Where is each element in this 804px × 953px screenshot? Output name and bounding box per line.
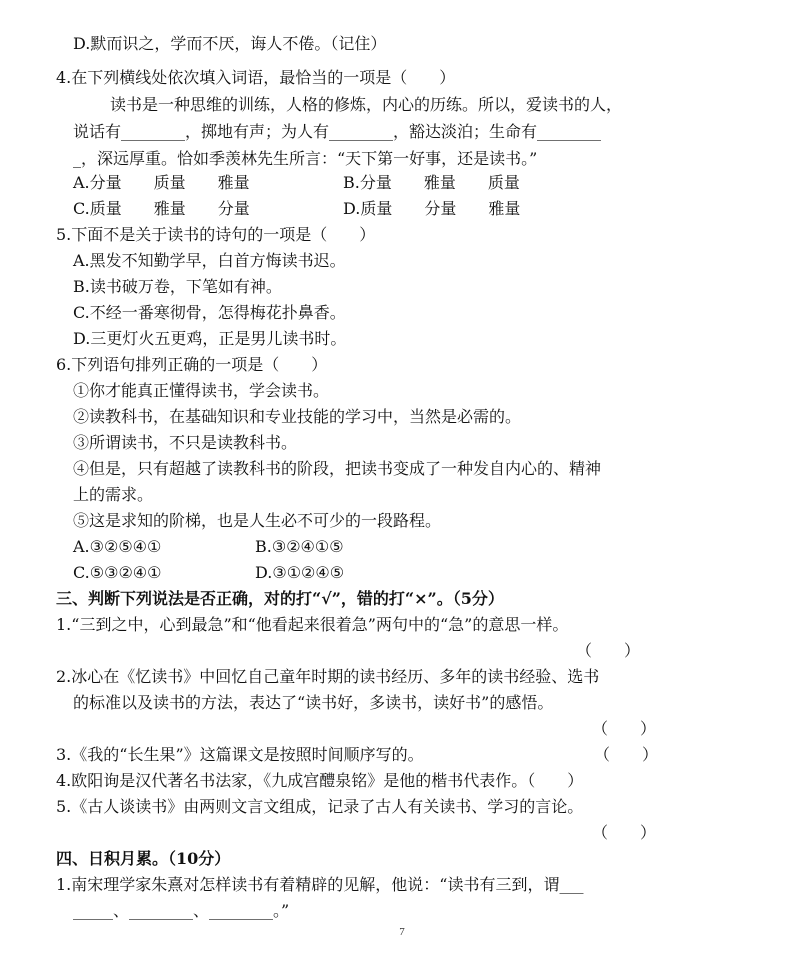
question-4-passage-line-3: _，深远厚重。恰如季羡林先生所言：“天下第一好事，还是读书。” — [73, 149, 538, 168]
question-5-option-a: A.黑发不知勤学早，白首方悔读书迟。 — [73, 251, 346, 270]
judge-3-answer-paren: （ ） — [594, 745, 659, 764]
question-6-sentence-4-cont: 上的需求。 — [73, 485, 154, 504]
question-4-option-d: D.质量 分量 雅量 — [343, 199, 521, 218]
judge-5-answer-paren: （ ） — [592, 823, 657, 842]
section-3-heading: 三、判断下列说法是否正确，对的打“√”，错的打“×”。（5分） — [56, 589, 504, 608]
question-5-option-d: D.三更灯火五更鸡，正是男儿读书时。 — [73, 329, 347, 348]
question-4-option-c: C.质量 雅量 分量 — [73, 199, 250, 218]
question-6-option-a: A.③②⑤④① — [73, 537, 162, 556]
question-6-sentence-4: ④但是，只有超越了读教科书的阶段，把读书变成了一种发自内心的、精神 — [73, 459, 602, 478]
judge-2: 2.冰心在《忆读书》中回忆自己童年时期的读书经历、多年的读书经验、选书 — [56, 667, 600, 686]
judge-5: 5.《古人谈读书》由两则文言文组成，记录了古人有关读书、学习的言论。 — [56, 797, 584, 816]
question-6-option-c: C.⑤③②④① — [73, 563, 162, 582]
question-5-option-b: B.读书破万卷，下笔如有神。 — [73, 277, 282, 296]
judge-4: 4.欧阳询是汉代著名书法家，《九成宫醴泉铭》是他的楷书代表作。（ ） — [56, 771, 584, 790]
judge-1-answer-paren: （ ） — [576, 641, 641, 660]
judge-3: 3.《我的“长生果”》这篇课文是按照时间顺序写的。 — [56, 745, 424, 764]
question-6-sentence-5: ⑤这是求知的阶梯，也是人生必不可少的一段路程。 — [73, 511, 442, 530]
judge-2-answer-paren: （ ） — [592, 719, 657, 738]
question-5-option-c: C.不经一番寒彻骨，怎得梅花扑鼻香。 — [73, 303, 346, 322]
recite-1: 1.南宋理学家朱熹对怎样读书有着精辟的见解，他说：“读书有三到，谓___ — [56, 875, 584, 894]
question-6-sentence-2: ②读教科书，在基础知识和专业技能的学习中，当然是必需的。 — [73, 407, 522, 426]
question-6-sentence-3: ③所谓读书，不只是读教科书。 — [73, 433, 298, 452]
question-4-passage-line-1: 读书是一种思维的训练，人格的修炼，内心的历练。所以，爱读书的人， — [110, 95, 623, 114]
question-4: 4.在下列横线处依次填入词语，最恰当的一项是（ ） — [56, 68, 456, 87]
judge-1: 1.“三到之中，心到最急”和“他看起来很着急”两句中的“急”的意思一样。 — [56, 615, 569, 634]
question-6-sentence-1: ①你才能真正懂得读书，学会读书。 — [73, 381, 330, 400]
question-4-option-a: A.分量 质量 雅量 — [73, 173, 250, 192]
q3-option-d: D.默而识之，学而不厌，诲人不倦。（记住） — [73, 34, 387, 53]
judge-2-cont: 的标准以及读书的方法，表达了“读书好，多读书，读好书”的感悟。 — [73, 693, 554, 712]
question-4-option-b: B.分量 雅量 质量 — [343, 173, 520, 192]
section-4-heading: 四、日积月累。（10分） — [56, 849, 231, 868]
question-6-option-b: B.③②④①⑤ — [255, 537, 344, 556]
page-number: 7 — [399, 926, 405, 938]
question-6: 6.下列语句排列正确的一项是（ ） — [56, 355, 328, 374]
question-6-option-d: D.③①②④⑤ — [255, 563, 345, 582]
question-4-passage-line-2: 说话有________，掷地有声；为人有________，豁达淡泊；生命有________ — [73, 122, 602, 141]
recite-1-blanks: _____、________、________。” — [73, 901, 290, 920]
question-5: 5.下面不是关于读书的诗句的一项是（ ） — [56, 225, 376, 244]
